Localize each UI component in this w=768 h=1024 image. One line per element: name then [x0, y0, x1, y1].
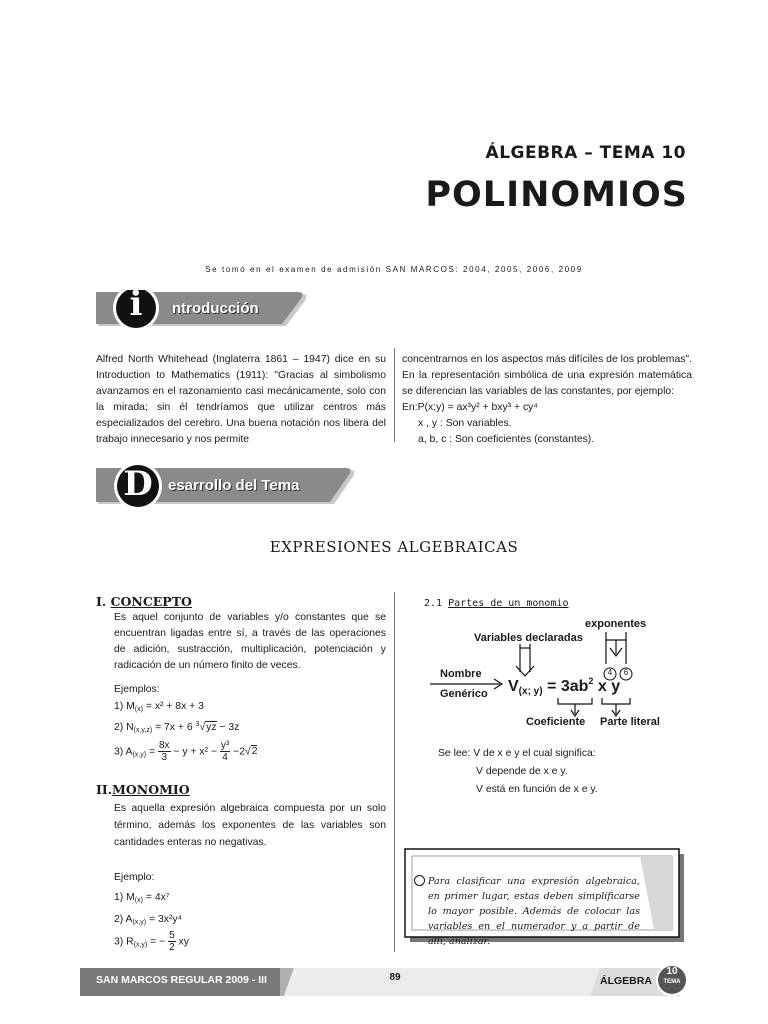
label-generico: Genérico: [440, 688, 488, 700]
intro-right-text: concentrarnos en los aspectos más difíciles de los problemas". En la representación simbólica de una expresión matemática se diferencian las variables de las constantes, por ejemplo:: [402, 354, 692, 397]
concepto-text: Es aquel conjunto de variables y/o constantes que se encuentran ligadas entre sí, a través de las operaciones de adición, sustracción, multiplicación, potenciación y radicación de un número finito de veces.: [114, 612, 386, 671]
column-divider-lower: [394, 592, 395, 952]
page-title: POLINOMIOS: [425, 175, 688, 215]
label-exponentes: exponentes: [585, 618, 647, 630]
development-banner-label: esarrollo del Tema: [168, 477, 300, 494]
intro-left-text: Alfred North Whitehead (Inglaterra 1861 – 1947) dice en su Introduction to Mathematics (1911): "Gracias al simbolismo avanzamos en el razonamiento casi mecánicamente, solo con la mirada; sin él tendríamos que utilizar centros más especializados del cerebro. Una buena notación nos libera del trabajo innecesario y nos permite: [96, 354, 386, 445]
label-variables-declaradas: Variables declaradas: [474, 632, 583, 644]
intro-banner: [96, 284, 310, 330]
concepto-example-2: 2) $N_{(x,y,z)} = 7x + 6$ $^3$√yz − 3z: [114, 721, 240, 734]
fraction-y3-4: $\frac{\text{y³}}{4}$: [220, 740, 230, 763]
concepto-examples-label: Ejemplos:: [114, 684, 160, 695]
intro-example: En:P(x;y) = ax³y² + bxy³ + cy⁴: [402, 402, 538, 413]
concepto-example-3: 3) $A_{(x,y)}$ = $\frac{8x}{3}$ − y + x² − $\frac{\text{y³}}{4}$ −2√2: [114, 740, 258, 763]
concepto-example-1: 1) $M_{(x)} = x^2 + 8x + 3$: [114, 701, 204, 713]
note-bullet-icon: [414, 875, 425, 886]
section-heading: EXPRESIONES ALGEBRAICAS: [269, 538, 519, 556]
variables-line: x , y : Son variables.: [418, 418, 512, 429]
footer-subject: ÁLGEBRA: [600, 975, 652, 987]
exam-note: Se tomó en el examen de admisión SAN MARCOS: 2004, 2005, 2006, 2009: [205, 265, 583, 274]
fraction-8x-3: $\frac{8x}{3}$: [158, 740, 170, 763]
intro-banner-initial: i: [129, 284, 143, 324]
label-coeficiente: Coeficiente: [526, 716, 586, 728]
development-banner: [96, 464, 358, 504]
intro-right-column: [402, 352, 692, 448]
monomio-diagram: [430, 618, 680, 730]
reading-line-3: V está en función de x e y.: [476, 784, 598, 795]
intro-banner-label: ntroducción: [172, 300, 259, 317]
monomio-example-2: 2) $A_{(x,y)} = 3x^2y^4$: [114, 914, 183, 926]
constants-line: a, b, c : Son coeficientes (constantes).: [418, 434, 595, 445]
subject-topic: ÁLGEBRA – TEMA 10: [485, 143, 686, 163]
concepto-title: I. CONCEPTO: [96, 594, 192, 609]
tema-badge-label: TEMA: [663, 979, 681, 985]
reading-line-2: V depende de x e y.: [476, 766, 568, 777]
footer: [80, 966, 700, 998]
footer-course: SAN MARCOS REGULAR 2009 - III: [96, 974, 267, 986]
monomio-example-label: Ejemplo:: [114, 872, 155, 883]
fraction-5-2: $\frac{5}{2}$: [169, 930, 175, 953]
note-text: Para clasificar una expresión algebraica, en primer lugar, estas deben simplificarse lo mayor posible. Además de colocar las variables en el numerador y a partir de allí, analizar.: [428, 876, 640, 947]
page-number: 89: [389, 972, 401, 983]
monomio-title: II.MONOMIO: [96, 782, 190, 797]
column-divider: [394, 348, 395, 442]
example-expression: P(x;y) = ax³y² + bxy³ + cy⁴: [417, 402, 538, 413]
partes-heading: 2.1 Partes de un monomio: [424, 598, 569, 609]
exponent-6: 6: [623, 668, 629, 677]
exponent-4: 4: [607, 668, 613, 677]
label-nombre: Nombre: [440, 668, 482, 680]
development-banner-initial: D: [123, 464, 153, 504]
monomio-example-3: 3) $R_{(x,y)}$ = − $\frac{5}{2}$ xy: [114, 930, 189, 953]
label-parte-literal: Parte literal: [600, 716, 660, 728]
reading-line-1: Se lee: V de x e y el cual significa:: [438, 748, 596, 759]
monomio-text: Es aquella expresión algebraica compuesta por un solo término, además los exponentes de las variables son cantidades enteras no negativas.: [114, 803, 386, 848]
diagram-formula: V(x; $y) = 3ab^2$ x y: [508, 676, 621, 697]
tema-badge-number: 10: [666, 966, 678, 977]
monomio-example-1: 1) $M_{(x)} = 4x^7$: [114, 892, 170, 904]
